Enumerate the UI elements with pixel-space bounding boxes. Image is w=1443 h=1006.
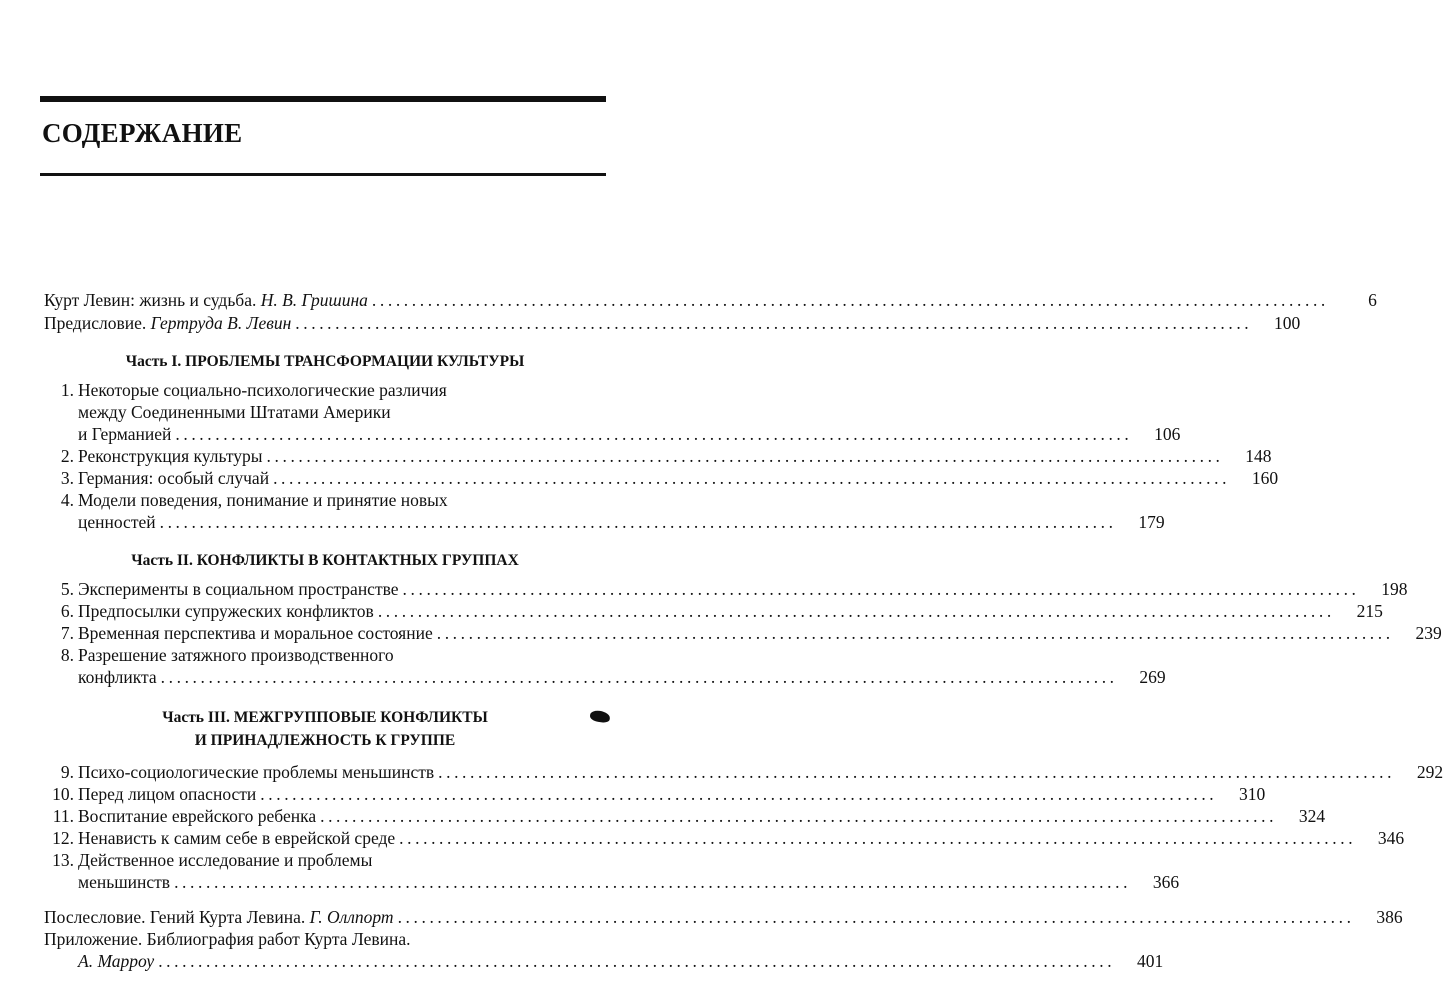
- page-number: 215: [1356, 601, 1383, 621]
- entry-title: конфликта: [78, 667, 157, 687]
- entry-number: 9.: [60, 762, 74, 782]
- toc-entry-1-line-1[interactable]: [60, 379, 606, 401]
- toc-entry-3[interactable]: [60, 467, 1279, 489]
- entry-number: 1.: [60, 380, 74, 400]
- page-number: 324: [1298, 806, 1326, 826]
- page-number: 239: [1415, 623, 1442, 643]
- entry-title: Приложение. Библиография работ Курта Левина.: [44, 929, 411, 949]
- entry-title: Разрешение затяжного производственного: [78, 645, 394, 665]
- toc-entry-9[interactable]: [60, 761, 1443, 783]
- page-number: 401: [1136, 951, 1164, 971]
- entry-title: Ненависть к самим себе в еврейской среде: [78, 828, 396, 848]
- entry-title: ценностей: [78, 512, 156, 532]
- leader-dots: ........................................................................................................................: [397, 907, 1355, 927]
- leader-dots: ........................................................................................................................: [295, 313, 1253, 333]
- entry-title: Перед лицом опасности: [78, 784, 257, 804]
- entry-number: 6.: [60, 601, 74, 621]
- entry-title: Предпосылки супружеских конфликтов: [78, 601, 374, 621]
- leader-dots: ........................................................................................................................: [174, 872, 1132, 892]
- entry-author: А. Марроу: [78, 951, 155, 971]
- leader-dots: ........................................................................................................................: [320, 806, 1278, 826]
- part-2-heading: Часть II. КОНФЛИКТЫ В КОНТАКТНЫХ ГРУППАХ: [131, 552, 519, 569]
- leader-dots: ........................................................................................................................: [377, 601, 1335, 621]
- leader-dots: ........................................................................................................................: [371, 290, 1329, 310]
- entry-title: Психо-социологические проблемы меньшинств: [78, 762, 435, 782]
- leader-dots: ........................................................................................................................: [266, 446, 1224, 466]
- toc-entry-8[interactable]: [78, 666, 1166, 688]
- entry-title: Действенное исследование и проблемы: [78, 850, 373, 870]
- toc-entry-5[interactable]: [60, 578, 1408, 600]
- entry-author: Н. В. Гришина: [260, 290, 368, 310]
- toc-entry-4[interactable]: [78, 511, 1165, 533]
- leader-dots: ........................................................................................................................: [436, 623, 1394, 643]
- page-number: 198: [1381, 579, 1408, 599]
- toc-entry-6[interactable]: [60, 600, 1383, 622]
- entry-title: Германия: особый случай: [78, 468, 270, 488]
- entry-number: 8.: [60, 645, 74, 665]
- leader-dots: ........................................................................................................................: [399, 828, 1357, 848]
- entry-title: Эксперименты в социальном пространстве: [78, 579, 399, 599]
- entry-title: Модели поведения, понимание и принятие новых: [78, 490, 448, 510]
- page-number: 6: [1368, 290, 1377, 310]
- leader-dots: ........................................................................................................................: [158, 951, 1116, 971]
- entry-number: 2.: [60, 446, 74, 466]
- entry-title: между Соединенными Штатами Америки: [78, 402, 391, 422]
- entry-title: Некоторые социально-психологические различия: [78, 380, 447, 400]
- entry-title: Воспитание еврейского ребенка: [78, 806, 317, 826]
- page-number: 100: [1274, 313, 1301, 333]
- entry-number: 7.: [60, 623, 74, 643]
- entry-number: 3.: [60, 468, 74, 488]
- toc-entry-7[interactable]: [60, 622, 1442, 644]
- leader-dots: ........................................................................................................................: [260, 784, 1218, 804]
- page-number: 366: [1152, 872, 1180, 892]
- toc-entry-12[interactable]: [52, 827, 1405, 849]
- page-number: 179: [1138, 512, 1165, 532]
- part-3-heading-line-1: Часть III. МЕЖГРУППОВЫЕ КОНФЛИКТЫ: [162, 709, 488, 726]
- entry-title: Предисловие.: [44, 313, 151, 333]
- toc-entry-2[interactable]: [60, 445, 1272, 467]
- page-number: 346: [1377, 828, 1405, 848]
- leader-dots: ........................................................................................................................: [438, 762, 1396, 782]
- toc-entry-13-line-1[interactable]: [52, 849, 606, 871]
- entry-title: и Германией: [78, 424, 172, 444]
- page-number: 106: [1154, 424, 1181, 444]
- entry-author: Гертруда В. Левин: [150, 313, 292, 333]
- entry-number: 4.: [60, 490, 74, 510]
- toc-entry-10[interactable]: [52, 783, 1266, 805]
- toc-entry-afterword[interactable]: [44, 906, 1403, 928]
- entry-number: 13.: [52, 850, 74, 870]
- toc-entry-4-line-1[interactable]: [60, 489, 606, 511]
- entry-title: меньшинств: [78, 872, 171, 892]
- leader-dots: ........................................................................................................................: [175, 424, 1133, 444]
- toc-entry-appendix-line-1[interactable]: [44, 928, 606, 950]
- entry-number: 12.: [52, 828, 74, 848]
- entry-title: Послесловие. Гений Курта Левина.: [44, 907, 310, 927]
- entry-number: 11.: [52, 806, 74, 826]
- part-1-heading: Часть I. ПРОБЛЕМЫ ТРАНСФОРМАЦИИ КУЛЬТУРЫ: [125, 353, 525, 370]
- top-rule: [40, 96, 606, 102]
- toc-entry-preface[interactable]: [44, 312, 1301, 334]
- page-number: 160: [1251, 468, 1279, 488]
- title-rule: [40, 173, 606, 176]
- page-number: 292: [1416, 762, 1443, 782]
- entry-title: Временная перспектива и моральное состояние: [78, 623, 433, 643]
- entry-number: 5.: [60, 579, 74, 599]
- part-3-heading-line-2: И ПРИНАДЛЕЖНОСТЬ К ГРУППЕ: [194, 732, 456, 749]
- page-title: СОДЕРЖАНИЕ: [42, 118, 243, 148]
- leader-dots: ........................................................................................................................: [160, 667, 1118, 687]
- toc-entry-11[interactable]: [52, 805, 1326, 827]
- entry-author: Г. Оллпорт: [309, 907, 394, 927]
- page-number: 386: [1376, 907, 1403, 927]
- entry-title: Курт Левин: жизнь и судьба.: [44, 290, 261, 310]
- toc-entry-appendix[interactable]: [78, 950, 1164, 972]
- leader-dots: ........................................................................................................................: [273, 468, 1231, 488]
- leader-dots: ........................................................................................................................: [159, 512, 1117, 532]
- page-number: 148: [1245, 446, 1272, 466]
- toc-entry-8-line-1[interactable]: [60, 644, 606, 666]
- page-number: 269: [1139, 667, 1166, 687]
- toc-entry-1[interactable]: [78, 423, 1181, 445]
- entry-title: Реконструкция культуры: [78, 446, 263, 466]
- leader-dots: ........................................................................................................................: [402, 579, 1360, 599]
- toc-entry-biography[interactable]: [44, 289, 1377, 311]
- toc-entry-1-line-2[interactable]: [78, 401, 606, 423]
- page-number: 310: [1239, 784, 1266, 804]
- toc-entry-13[interactable]: [78, 871, 1180, 893]
- entry-number: 10.: [52, 784, 74, 804]
